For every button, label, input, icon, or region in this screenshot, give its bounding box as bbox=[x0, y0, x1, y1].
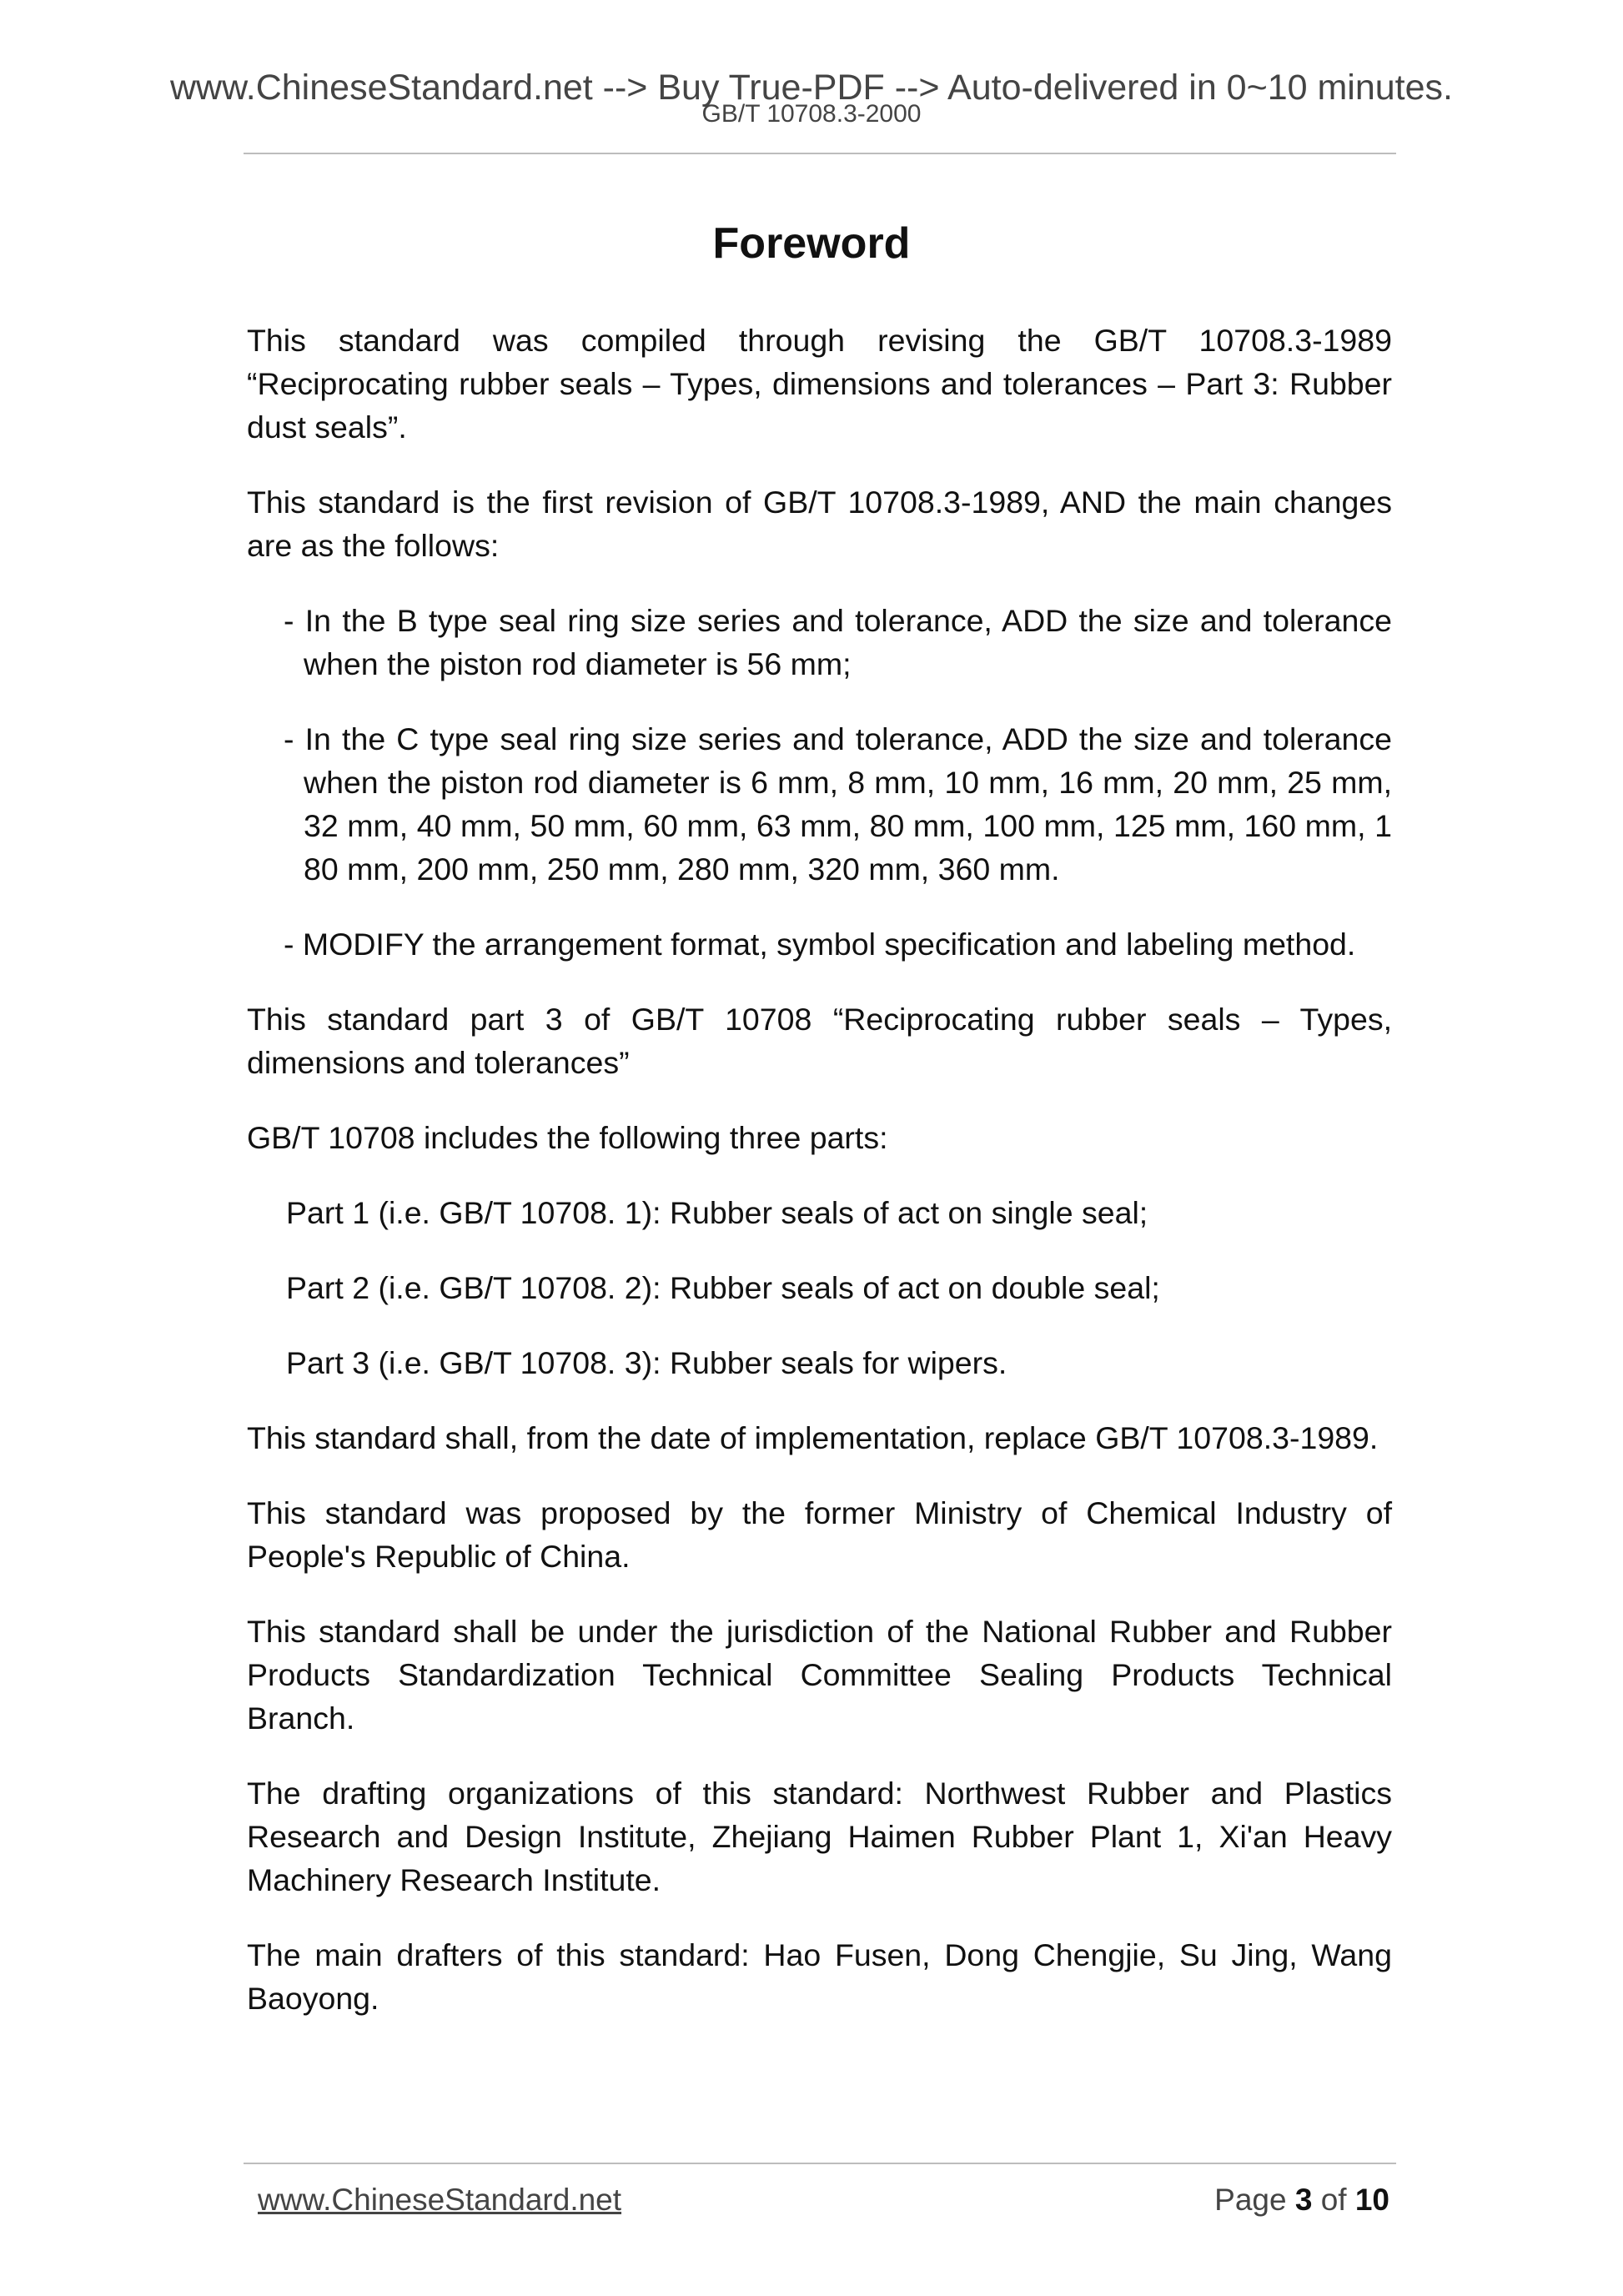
paragraph-main-changes: This standard is the first revision of GB/T 10708.3-1989, AND the main changes are as the follows: bbox=[247, 485, 1392, 563]
part-item-2: Part 2 (i.e. GB/T 10708. 2): Rubber seals of act on double seal; bbox=[286, 1270, 1160, 1305]
page-total: 10 bbox=[1354, 2183, 1389, 2217]
footer-divider bbox=[244, 2163, 1396, 2164]
foreword-body bbox=[247, 319, 1392, 2052]
paragraph-proposer: This standard was proposed by the former Ministry of Chemical Industry of People's Republic of China. bbox=[247, 1495, 1392, 1574]
change-item-c-type: - In the C type seal ring size series and tolerance, ADD the size and tolerance when the piston rod diameter is 6 mm, 8 mm, 10 mm, 16 mm, 20 mm, 25 mm, 32 mm, 40 mm, 50 mm, 60 mm, 63 mm, 80 mm, 100 mm, 125 mm, 160 mm, 1 80 mm, 200 mm, 250 mm, 280 mm, 320 mm, 360 mm. bbox=[284, 721, 1392, 887]
page-number bbox=[1214, 2182, 1389, 2218]
page-label: Page bbox=[1214, 2183, 1287, 2217]
change-item-format: - MODIFY the arrangement format, symbol specification and labeling method. bbox=[284, 927, 1356, 962]
footer-website-link[interactable]: www.ChineseStandard.net bbox=[258, 2183, 622, 2217]
header-divider bbox=[244, 153, 1396, 154]
page-current: 3 bbox=[1294, 2183, 1313, 2217]
paragraph-part-statement: This standard part 3 of GB/T 10708 “Reciprocating rubber seals – Types, dimensions and tolerances” bbox=[247, 1002, 1392, 1080]
page-title: Foreword bbox=[712, 219, 911, 268]
part-item-3: Part 3 (i.e. GB/T 10708. 3): Rubber seals for wipers. bbox=[286, 1345, 1007, 1380]
document-code: GB/T 10708.3-2000 bbox=[701, 100, 922, 128]
paragraph-drafting-organizations: The drafting organizations of this standard: Northwest Rubber and Plastics Research and Design Institute, Zhejiang Haimen Rubber Plant 1, Xi'an Heavy Machinery Research Institute. bbox=[247, 1776, 1392, 1897]
promo-banner[interactable]: www.ChineseStandard.net --> Buy True-PDF --> Auto-delivered in 0~10 minutes. bbox=[169, 68, 1453, 108]
paragraph-revision-basis: This standard was compiled through revising the GB/T 10708.3-1989 “Reciprocating rubber seals – Types, dimensions and tolerances – Part 3: Rubber dust seals”. bbox=[247, 323, 1392, 445]
paragraph-replacement: This standard shall, from the date of implementation, replace GB/T 10708.3-1989. bbox=[247, 1420, 1379, 1455]
change-item-b-type: - In the B type seal ring size series and tolerance, ADD the size and tolerance when the piston rod diameter is 56 mm; bbox=[284, 603, 1392, 681]
paragraph-main-drafters: The main drafters of this standard: Hao Fusen, Dong Chengjie, Su Jing, Wang Baoyong. bbox=[247, 1937, 1392, 2016]
page-of-label: of bbox=[1320, 2183, 1347, 2217]
paragraph-parts-intro: GB/T 10708 includes the following three parts: bbox=[247, 1120, 888, 1155]
paragraph-jurisdiction: This standard shall be under the jurisdiction of the National Rubber and Rubber Products Standardization Technical Committee Sealing Products Technical Branch. bbox=[247, 1614, 1392, 1736]
part-item-1: Part 1 (i.e. GB/T 10708. 1): Rubber seals of act on single seal; bbox=[286, 1195, 1148, 1230]
